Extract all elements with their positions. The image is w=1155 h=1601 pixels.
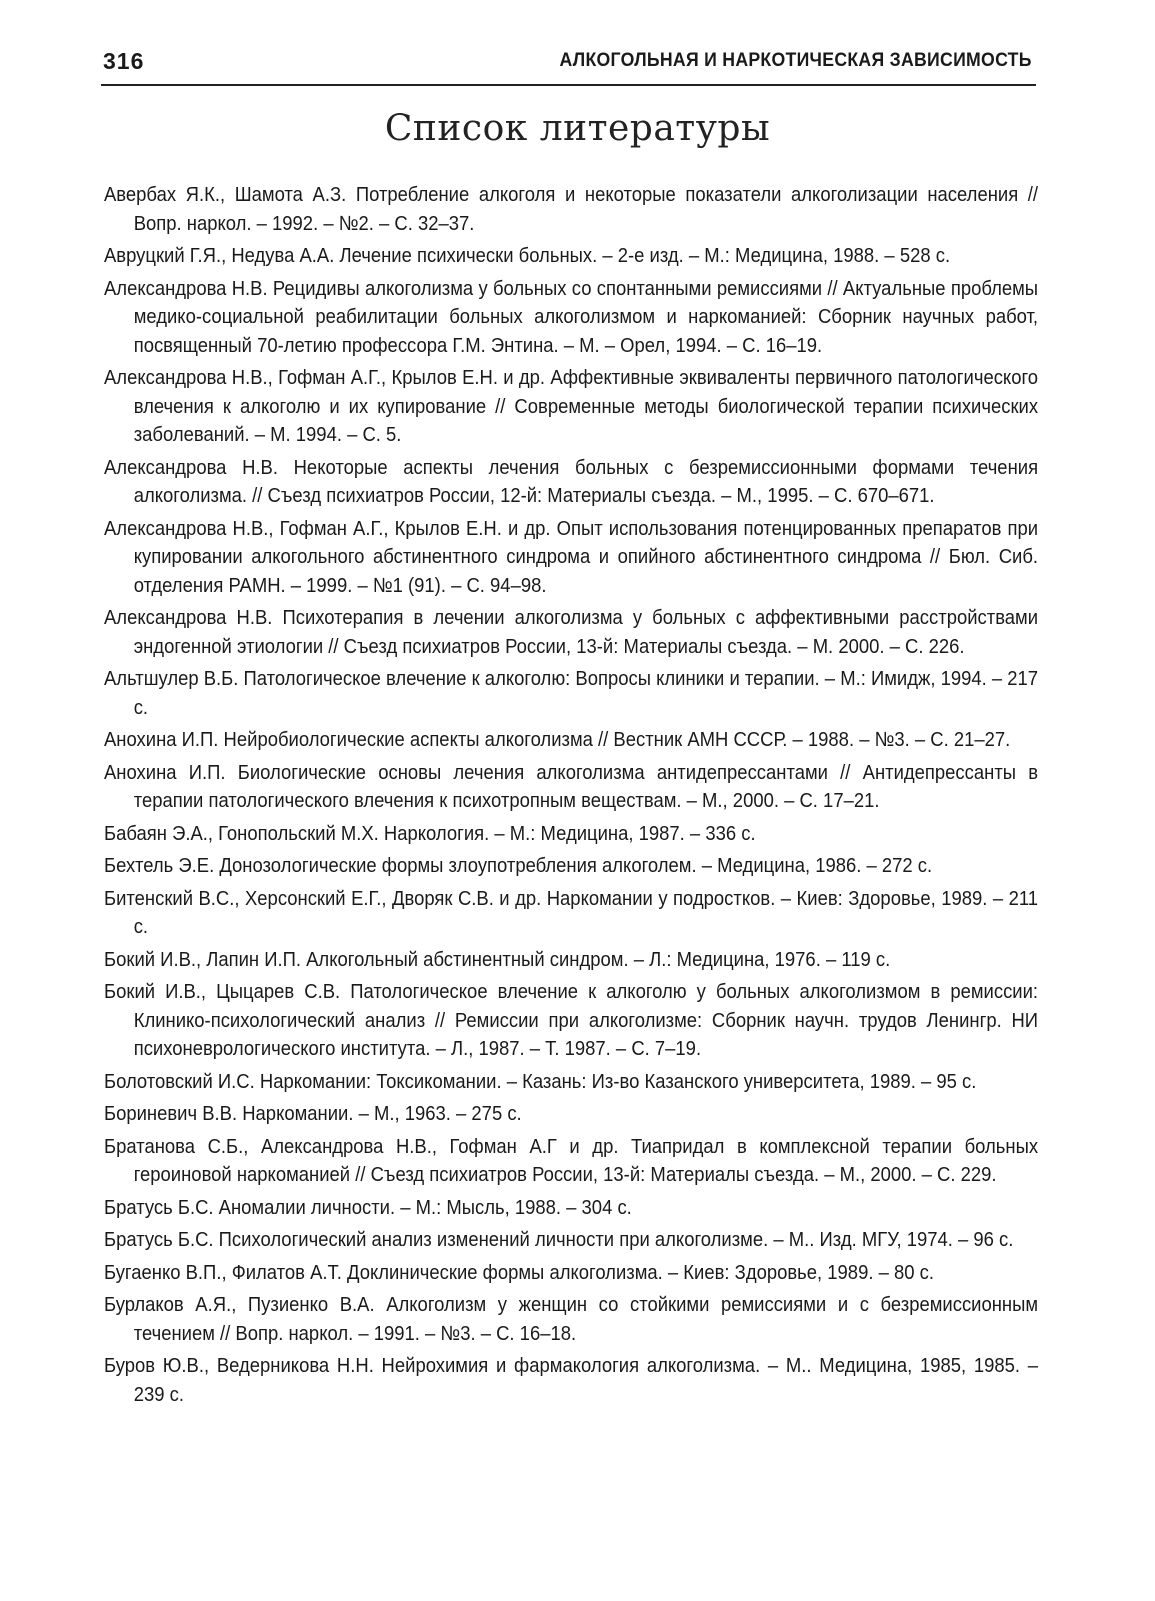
reference-entry: Бабаян Э.А., Гонопольский М.Х. Наркология. – М.: Медицина, 1987. – 336 с. bbox=[104, 821, 756, 845]
section-title: Список литературы bbox=[384, 108, 771, 149]
reference-entry: Буров Ю.В., Ведерникова Н.Н. Нейрохимия и фармакология алкоголизма. – М.. Медицина, 1985, 1985. – 239 с. bbox=[104, 1354, 1039, 1406]
reference-list bbox=[104, 181, 1039, 1413]
reference-entry: Александрова Н.В. Рецидивы алкоголизма у больных со спонтанными ремиссиями // Актуальные проблемы медико-социальной реабилитации больных алкоголизмом и наркоманией: Сборник научных работ, посвященный 70-летию профессора Г.М. Энтина. – М. – Орел, 1994. – С. 16–19. bbox=[104, 276, 1039, 357]
reference-entry: Бокий И.В., Цыцарев С.В. Патологическое влечение к алкоголю у больных алкоголизмом в ремиссии: Клинико-психологический анализ // Ремиссии при алкоголизме: Сборник научн. трудов Ленингр. НИ психоневрологического института. – Л., 1987. – Т. 1987. – С. 7–19. bbox=[104, 980, 1039, 1060]
reference-entry: Альтшулер В.Б. Патологическое влечение к алкоголю: Вопросы клиники и терапии. – М.: Имидж, 1994. – 217 с. bbox=[104, 667, 1039, 719]
page-number: 316 bbox=[103, 48, 145, 74]
reference-entry: Братусь Б.С. Аномалии личности. – М.: Мысль, 1988. – 304 с. bbox=[104, 1195, 632, 1219]
reference-entry: Анохина И.П. Биологические основы лечения алкоголизма антидепрессантами // Антидепрессанты в терапии патологического влечения к психотропным веществам. – М., 2000. – С. 17–21. bbox=[104, 760, 1039, 812]
reference-entry: Болотовский И.С. Наркомании: Токсикомании. – Казань: Из-во Казанского университета, 1989. – 95 с. bbox=[104, 1069, 977, 1093]
running-header bbox=[101, 44, 1036, 86]
reference-entry: Анохина И.П. Нейробиологические аспекты алкоголизма // Вестник АМН СССР. – 1988. – №3. – С. 21–27. bbox=[104, 728, 1011, 751]
reference-entry: Бокий И.В., Лапин И.П. Алкогольный абстинентный синдром. – Л.: Медицина, 1976. – 119 с. bbox=[104, 947, 891, 971]
reference-entry: Александрова Н.В., Гофман А.Г., Крылов Е.Н. и др. Опыт использования потенцированных препаратов при купировании алкогольного абстинентного синдрома и опийного абстинентного синдрома // Бюл. Сиб. отделения РАМН. – 1999. – №1 (91). – С. 94–98. bbox=[104, 516, 1039, 597]
reference-entry: Братанова С.Б., Александрова Н.В., Гофман А.Г и др. Тиапридал в комплексной терапии больных героиновой наркоманией // Съезд психиатров России, 13-й: Материалы съезда. – М., 2000. – С. 229. bbox=[104, 1134, 1039, 1186]
reference-entry: Александрова Н.В., Гофман А.Г., Крылов Е.Н. и др. Аффективные эквиваленты первичного патологического влечения к алкоголю и их купирование // Современные методы биологической терапии психических заболеваний. – М. 1994. – С. 5. bbox=[104, 366, 1039, 446]
reference-entry: Братусь Б.С. Психологический анализ изменений личности при алкоголизме. – М.. Изд. МГУ, 1974. – 96 с. bbox=[104, 1228, 1014, 1251]
reference-entry: Бурлаков А.Я., Пузиенко В.А. Алкоголизм у женщин со стойкими ремиссиями и с безремиссионным течением // Вопр. наркол. – 1991. – №3. – С. 16–18. bbox=[104, 1293, 1039, 1345]
reference-entry: Бугаенко В.П., Филатов А.Т. Доклинические формы алкоголизма. – Киев: Здоровье, 1989. – 80 с. bbox=[104, 1260, 934, 1284]
reference-entry: Битенский В.С., Херсонский Е.Г., Дворяк С.В. и др. Наркомании у подростков. – Киев: Здоровье, 1989. – 211 с. bbox=[104, 886, 1039, 938]
reference-entry: Авруцкий Г.Я., Недува А.А. Лечение психически больных. – 2-е изд. – М.: Медицина, 1988. – 528 с. bbox=[104, 244, 951, 267]
reference-entry: Александрова Н.В. Психотерапия в лечении алкоголизма у больных с аффективными расстройствами эндогенной этиологии // Съезд психиатров России, 13-й: Материалы съезда. – М. 2000. – С. 226. bbox=[104, 606, 1039, 658]
reference-entry: Бехтель Э.Е. Донозологические формы злоупотребления алкоголем. – Медицина, 1986. – 272 с. bbox=[104, 854, 933, 877]
reference-entry: Авербах Я.К., Шамота А.З. Потребление алкоголя и некоторые показатели алкоголизации населения // Вопр. наркол. – 1992. – №2. – С. 32–37. bbox=[104, 183, 1039, 235]
reference-entry: Александрова Н.В. Некоторые аспекты лечения больных с безремиссионными формами течения алкоголизма. // Съезд психиатров России, 12-й: Материалы съезда. – М., 1995. – С. 670–671. bbox=[104, 455, 1039, 507]
running-title: АЛКОГОЛЬНАЯ И НАРКОТИЧЕСКАЯ ЗАВИСИМОСТЬ bbox=[559, 50, 1032, 71]
reference-entry: Бориневич В.В. Наркомании. – М., 1963. – 275 с. bbox=[104, 1102, 522, 1125]
